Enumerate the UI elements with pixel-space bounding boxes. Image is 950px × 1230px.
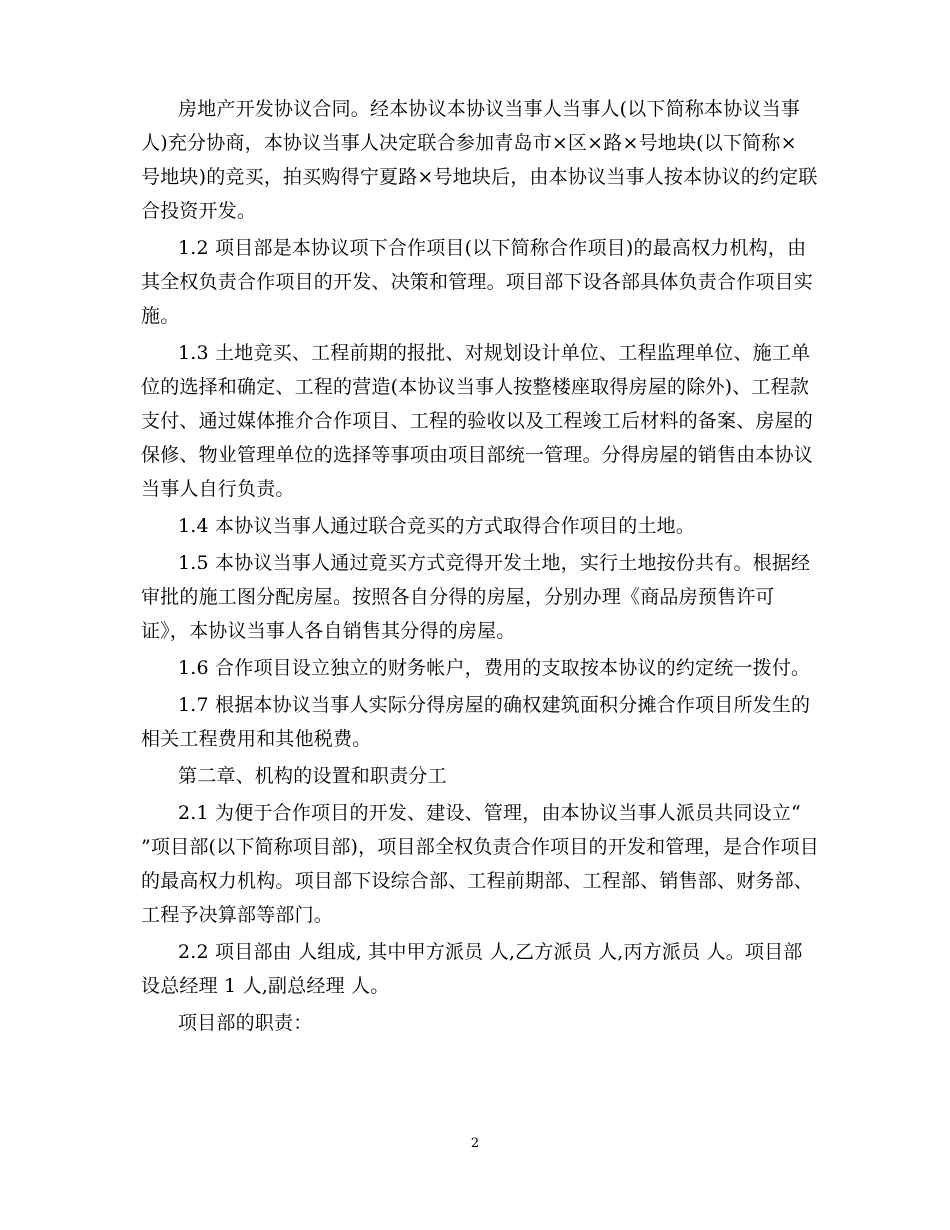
- text-line: 相关工程费用和其他税费。: [141, 728, 372, 750]
- text-line: 证》，本协议当事人各自销售其分得的房屋。: [141, 620, 516, 642]
- text-line: 保修、物业管理单位的选择等事项由项目部统一管理。分得房屋的销售由本协议: [141, 444, 814, 466]
- text-line: 的最高权力机构。项目部下设综合部、工程前期部、工程部、销售部、财务部、: [141, 870, 814, 892]
- text-line: 审批的施工图分配房屋。按照各自分得的房屋，分别办理《商品房预售许可: [141, 586, 775, 608]
- text-line: 房地产开发协议合同。经本协议本协议当事人当事人(以下简称本协议当事: [178, 98, 801, 120]
- text-line: 2.2 项目部由 人组成, 其中甲方派员 人,乙方派员 人,丙方派员 人。项目部: [178, 941, 803, 963]
- text-line: 施。: [141, 305, 180, 327]
- text-line: 合投资开发。: [141, 200, 257, 222]
- text-line: 其全权负责合作项目的开发、决策和管理。项目部下设各部具体负责合作项目实: [141, 271, 814, 293]
- text-line: ”项目部(以下简称项目部)，项目部全权负责合作项目的开发和管理，是合作项目: [141, 836, 819, 858]
- text-line: 2.1 为便于合作项目的开发、建设、管理，由本协议当事人派员共同设立“: [178, 802, 801, 824]
- text-line: 项目部的职责：: [178, 1012, 313, 1034]
- text-line: 支付、通过媒体推介合作项目、工程的验收以及工程竣工后材料的备案、房屋的: [141, 410, 814, 432]
- text-line: 当事人自行负责。: [141, 478, 295, 500]
- text-line: 设总经理 1 人,副总经理 人。: [141, 975, 390, 997]
- text-line: 工程予决算部等部门。: [141, 904, 334, 926]
- text-line: 1.3 土地竞买、工程前期的报批、对规划设计单位、工程监理单位、施工单: [178, 342, 811, 364]
- text-line: 1.6 合作项目设立独立的财务帐户，费用的支取按本协议的约定统一拨付。: [178, 657, 811, 679]
- text-line: 人)充分协商，本协议当事人决定联合参加青岛市×区×路×号地块(以下简称×: [141, 132, 797, 154]
- text-line: 位的选择和确定、工程的营造(本协议当事人按整楼座取得房屋的除外)、工程款: [141, 376, 810, 398]
- text-line: 1.7 根据本协议当事人实际分得房屋的确权建筑面积分摊合作项目所发生的: [178, 694, 811, 716]
- text-line: 1.2 项目部是本协议项下合作项目(以下简称合作项目)的最高权力机构，由: [178, 237, 807, 259]
- page-number: 2: [470, 1136, 480, 1151]
- text-line: 1.4 本协议当事人通过联合竞买的方式取得合作项目的土地。: [178, 515, 696, 537]
- chapter-heading: 第二章、机构的设置和职责分工: [178, 765, 447, 787]
- text-line: 1.5 本协议当事人通过竟买方式竞得开发土地，实行土地按份共有。根据经: [178, 552, 811, 574]
- text-line: 号地块)的竞买，拍买购得宁夏路×号地块后，由本协议当事人按本协议的约定联: [141, 166, 818, 188]
